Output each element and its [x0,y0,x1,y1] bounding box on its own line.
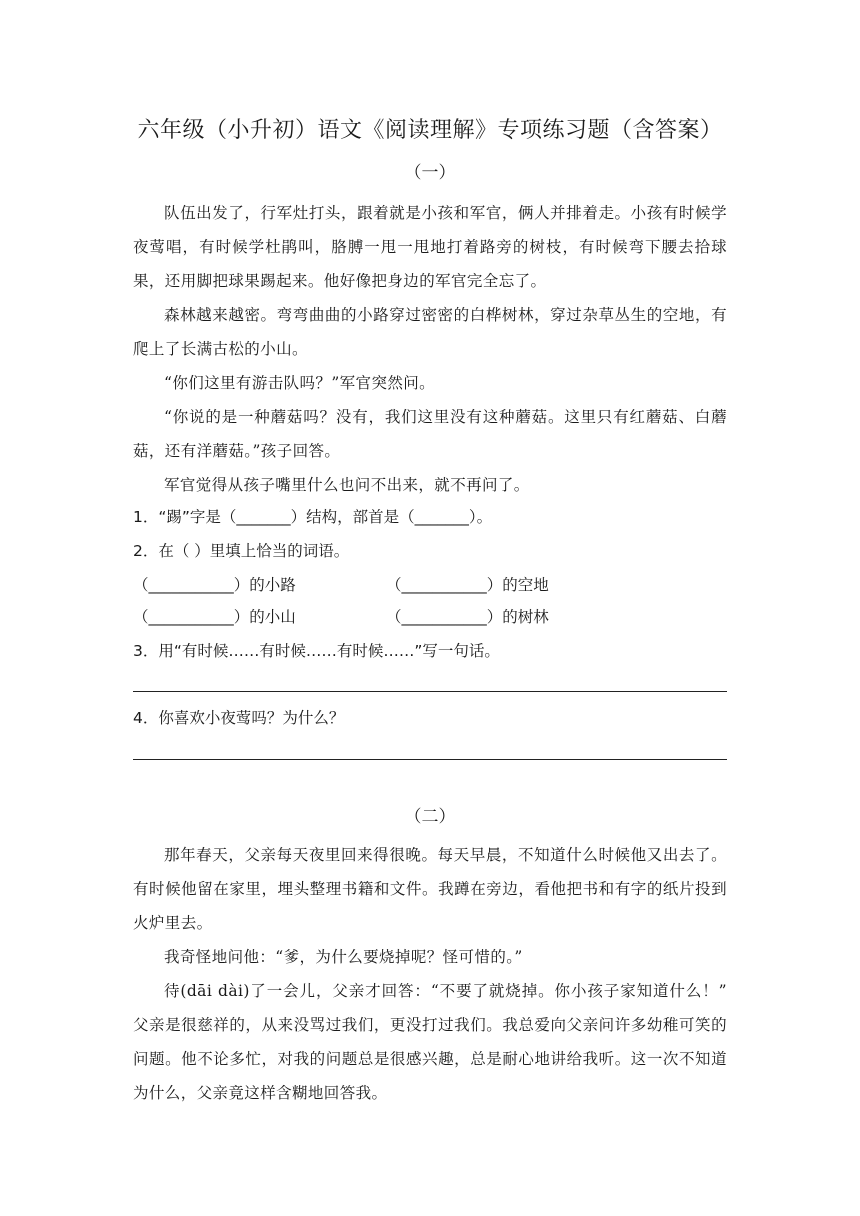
fill-blank-path[interactable]: （___________）的小路 [133,576,296,594]
passage-2-paragraph-3: 待(dāi dài)了一会儿，父亲才回答：“不要了就烧掉。你小孩子家知道什么！” 父亲是很慈祥的，从来没骂过我们，更没打过我们。我总爱向父亲问许多幼稚可笑的问题。他不论多忙，对我的问题总是很感兴趣，总是耐心地讲给我听。这一次不知道为什么，父亲竟这样含糊地回答我。 [133,982,727,1102]
passage-1-paragraph-4: “你说的是一种蘑菇吗？没有，我们这里没有这种蘑菇。这里只有红蘑菇、白蘑菇，还有洋蘑菇。”孩子回答。 [133,408,727,460]
passage-2-paragraph-1: 那年春天，父亲每天夜里回来得很晚。每天早晨，不知道什么时候他又出去了。有时候他留在家里，埋头整理书籍和文件。我蹲在旁边，看他把书和有字的纸片投到火炉里去。 [133,846,727,932]
passage-2-paragraph-2: 我奇怪地问他：“爹，为什么要烧掉呢？怪可惜的。” [164,948,523,966]
passage-1-paragraph-5: 军官觉得从孩子嘴里什么也问不出来，就不再问了。 [164,476,530,494]
fill-blank-hill[interactable]: （___________）的小山 [133,608,296,626]
section-2-heading: （二） [404,807,456,827]
fill-blank-forest[interactable]: （___________）的树林 [386,608,549,626]
answer-line-q3[interactable] [133,691,727,692]
section-1-heading: （一） [404,163,456,183]
passage-1-paragraph-1: 队伍出发了，行军灶打头，跟着就是小孩和军官，俩人并排着走。小孩有时候学夜莺唱，有时候学杜鹃叫，胳膊一甩一甩地打着路旁的树枝，有时候弯下腰去拾球果，还用脚把球果踢起来。他好像把身边的军官完全忘了。 [133,204,727,290]
answer-line-q4[interactable] [133,759,727,760]
question-4: 4．你喜欢小夜莺吗？为什么？ [133,709,345,727]
question-1: 1．“踢”字是（_______）结构，部首是（_______）。 [133,508,493,526]
passage-1-paragraph-3: “你们这里有游击队吗？”军官突然问。 [164,374,436,392]
question-3: 3．用“有时候……有时候……有时候……”写一句话。 [133,642,500,660]
question-2: 2．在（ ）里填上恰当的词语。 [133,542,350,560]
passage-1-paragraph-2: 森林越来越密。弯弯曲曲的小路穿过密密的白桦树林，穿过杂草丛生的空地，有爬上了长满古松的小山。 [133,306,727,358]
page-title: 六年级（小升初）语文《阅读理解》专项练习题（含答案） [137,118,723,143]
fill-blank-clearing[interactable]: （___________）的空地 [386,576,549,594]
